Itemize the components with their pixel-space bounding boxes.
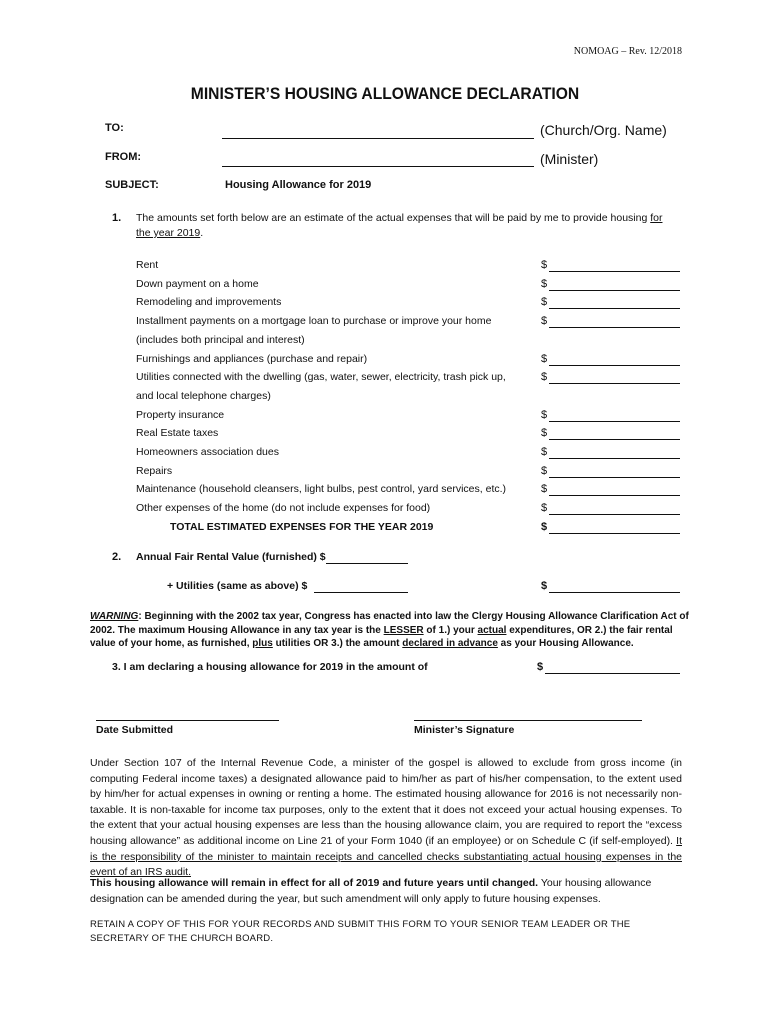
expense-item-dollar-sign: $	[541, 483, 548, 496]
expense-item-blank[interactable]	[549, 458, 680, 459]
expense-item-dollar-sign: $	[541, 277, 548, 290]
section-1-intro	[136, 211, 676, 241]
section-3-blank[interactable]	[545, 673, 680, 674]
section-107-text: Under Section 107 of the Internal Revenue Code, a minister of the gospel is allowed to exclude from gross income (in computing Federal income taxes) a designated allowance paid to him/her as part of his/her compensation, to the extent used by him/her for actual expenses in owning or renting a home. The estimated housing allowance for 2016 is not necessarily non-taxable. It is non-taxable for income tax purposes, only to the extent that it does not exceed your actual housing expenses. To the extent that your actual housing expenses are less than the housing allowance claim, you are required to report the “excess housing allowance” as additional income on Line 21 of your Form 1040 (if an employee) or on Schedule C (if self-employed).	[90, 757, 682, 847]
warning-actual: actual	[477, 624, 507, 636]
warning-t4: utilities OR 3.) the amount	[272, 638, 403, 649]
expense-item-blank[interactable]	[549, 495, 680, 496]
intro-year: for the year 2019	[136, 212, 663, 239]
date-submitted-label: Date Submitted	[96, 724, 174, 736]
expense-item-blank[interactable]	[549, 514, 680, 515]
to-field[interactable]	[222, 138, 534, 139]
intro-period: .	[200, 227, 204, 239]
subject-value: Housing Allowance for 2019	[225, 179, 372, 191]
effect-bold-text: This housing allowance will remain in effect for all of 2019 and future years until changed.	[90, 877, 539, 889]
to-label: TO:	[105, 122, 124, 134]
section-107-paragraph	[90, 756, 682, 881]
expense-item-blank[interactable]	[549, 421, 680, 422]
section-1-number: 1.	[112, 212, 122, 224]
page-title: MINISTER’S HOUSING ALLOWANCE DECLARATION	[190, 84, 580, 103]
section-2-total-blank[interactable]	[549, 592, 680, 593]
expense-item-label-continued: and local telephone charges)	[136, 389, 271, 402]
expense-item-label: Maintenance (household cleansers, light bulbs, pest control, yard services, etc.)	[136, 483, 507, 496]
minister-signature-label: Minister’s Signature	[414, 724, 515, 736]
warning-word: WARNING	[90, 611, 139, 622]
warning-lesser: LESSER	[383, 624, 424, 636]
section-2-number: 2.	[112, 551, 122, 563]
expense-item-label: Repairs	[136, 464, 173, 477]
subject-label: SUBJECT:	[105, 179, 159, 191]
expense-item-dollar-sign: $	[541, 427, 548, 440]
frv-blank[interactable]	[326, 563, 408, 564]
section-3-dollar-sign: $	[537, 661, 544, 673]
expense-item-dollar-sign: $	[541, 315, 548, 328]
warning-declared: declared in advance	[402, 638, 498, 649]
effect-paragraph	[90, 876, 682, 907]
expense-item-dollar-sign: $	[541, 371, 548, 384]
expense-item-label: Remodeling and improvements	[136, 296, 282, 309]
expense-item-label: Down payment on a home	[136, 277, 259, 290]
intro-text: The amounts set forth below are an estimate of the actual expenses that will be paid by me to provide housing	[136, 212, 651, 224]
from-field[interactable]	[222, 166, 534, 167]
warning-plus: plus	[252, 638, 273, 649]
expense-item-label: Real Estate taxes	[136, 427, 219, 440]
from-suffix: (Minister)	[540, 151, 599, 167]
section-3-label: 3. I am declaring a housing allowance for 2019 in the amount of	[112, 661, 428, 673]
expense-item-blank[interactable]	[549, 308, 680, 309]
warning-text	[90, 610, 690, 651]
expense-item-blank[interactable]	[549, 290, 680, 291]
warning-t5: as your Housing Allowance.	[497, 638, 634, 649]
expense-item-dollar-sign: $	[541, 464, 548, 477]
expense-item-label: Rent	[136, 259, 159, 271]
expense-item-label: Property insurance	[136, 408, 225, 421]
warning-t3: expenditures, OR 2.) the fair rental value of your home, as furnished,	[90, 624, 673, 649]
expense-item-blank[interactable]	[549, 439, 680, 440]
to-suffix: (Church/Org. Name)	[540, 122, 667, 138]
responsibility-text: It is the responsibility of the minister to maintain receipts and cancelled checks substantiating actual housing expenses in the event of an IRS audit.	[90, 834, 682, 879]
total-dollar-sign: $	[541, 521, 548, 533]
section-2-dollar-sign: $	[541, 580, 548, 592]
expense-item-label: Installment payments on a mortgage loan to purchase or improve your home	[136, 315, 492, 328]
expense-item-dollar-sign: $	[541, 352, 548, 365]
expense-item-dollar-sign: $	[541, 446, 548, 458]
expense-item-blank[interactable]	[549, 365, 680, 366]
expense-item-label: Furnishings and appliances (purchase and repair)	[136, 352, 368, 365]
utilities-label: + Utilities (same as above) $	[167, 580, 308, 592]
from-label: FROM:	[105, 151, 142, 163]
frv-label: Annual Fair Rental Value (furnished) $	[136, 551, 326, 563]
warning-t1: : Beginning with the 2002 tax year, Congress has enacted into law the Clergy Housing Allowance Clarification Act of 2002. The maximum Housing Allowance in any tax year is the	[90, 611, 689, 636]
revision-code: NOMOAG – Rev. 12/2018	[573, 46, 682, 57]
total-blank[interactable]	[549, 533, 680, 534]
total-label: TOTAL ESTIMATED EXPENSES FOR THE YEAR 2019	[170, 521, 434, 533]
expense-item-label-continued: (includes both principal and interest)	[136, 333, 305, 346]
expense-item-blank[interactable]	[549, 383, 680, 384]
expense-item-blank[interactable]	[549, 477, 680, 478]
utilities-blank[interactable]	[314, 592, 408, 593]
expense-item-label: Homeowners association dues	[136, 446, 279, 458]
date-submitted-line[interactable]	[96, 720, 279, 721]
expense-item-dollar-sign: $	[541, 502, 548, 515]
expense-item-dollar-sign: $	[541, 296, 548, 309]
retain-notice: RETAIN A COPY OF THIS FOR YOUR RECORDS AND SUBMIT THIS FORM TO YOUR SENIOR TEAM LEADER OR THE SECRETARY OF THE CHURCH BOARD.	[90, 919, 631, 944]
expense-item-label: Utilities connected with the dwelling (gas, water, sewer, electricity, trash pick up,	[136, 371, 506, 384]
expense-item-blank[interactable]	[549, 271, 680, 272]
expense-item-dollar-sign: $	[541, 408, 548, 421]
warning-t2: of 1.) your	[423, 624, 478, 636]
minister-signature-line[interactable]	[414, 720, 642, 721]
expense-item-label: Other expenses of the home (do not include expenses for food)	[136, 502, 431, 515]
expense-item-blank[interactable]	[549, 327, 680, 328]
effect-rest-text: Your housing allowance designation can be amended during the year, but such amendment will only apply to future housing expenses.	[90, 877, 652, 905]
expense-item-dollar-sign: $	[541, 259, 548, 271]
